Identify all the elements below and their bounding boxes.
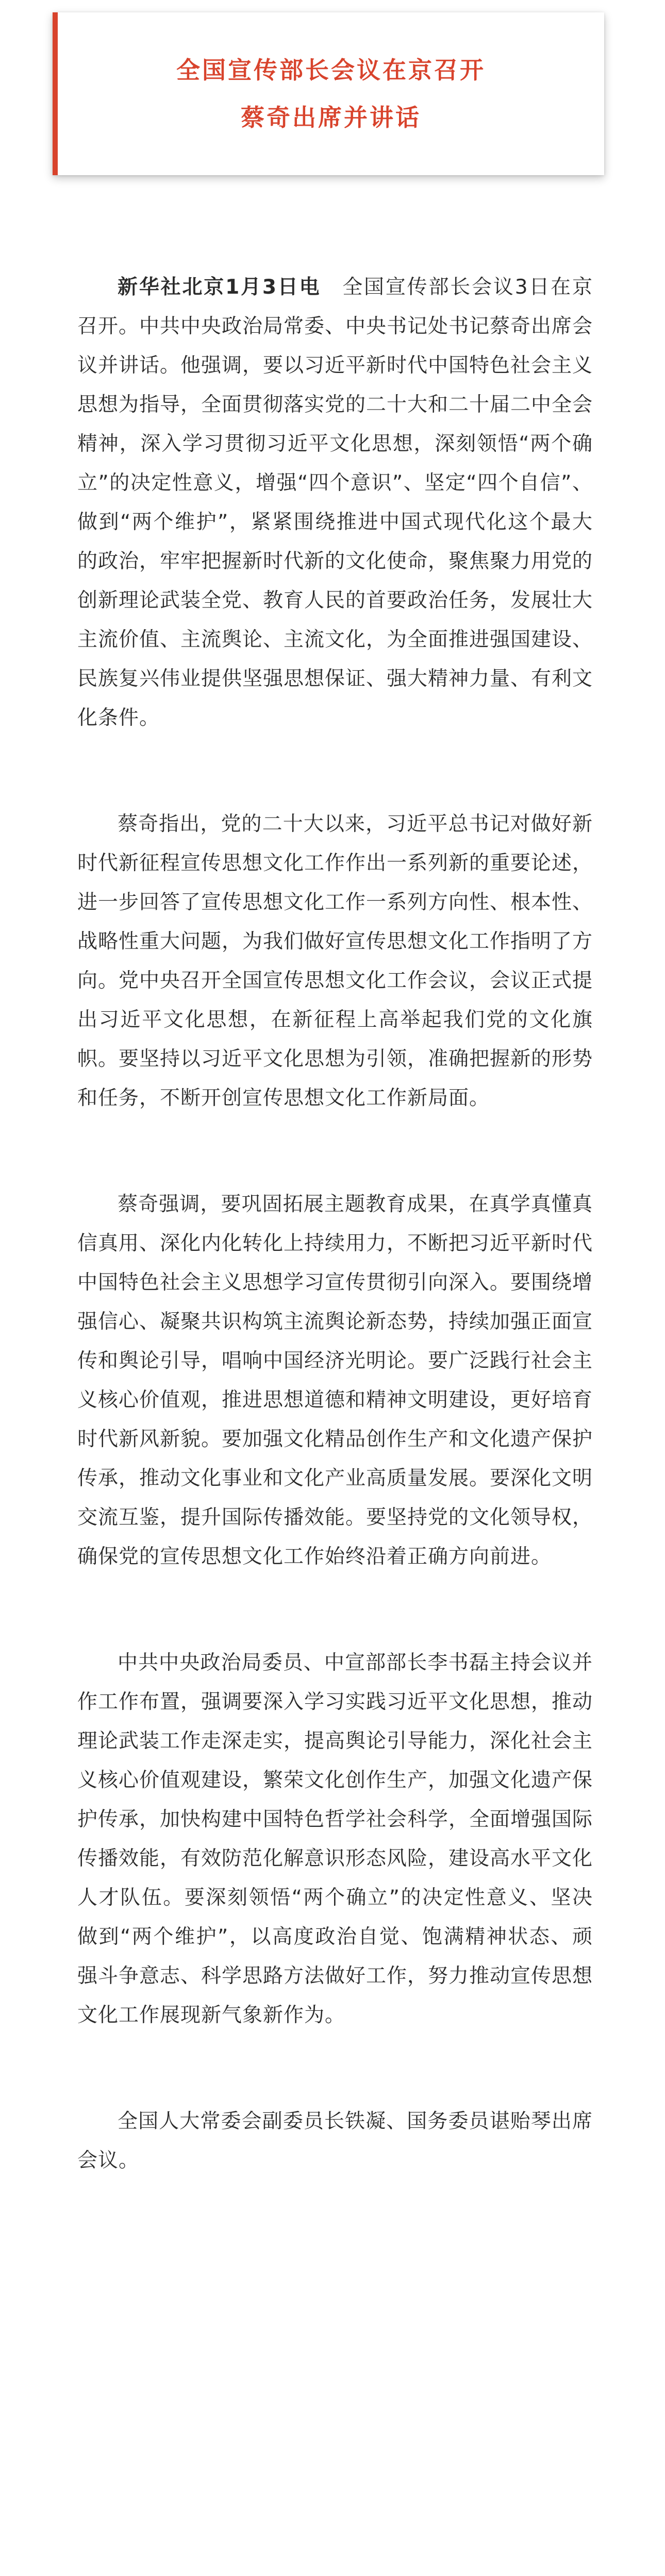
paragraph-3: 蔡奇强调，要巩固拓展主题教育成果，在真学真懂真信真用、深化内化转化上持续用力，不断把习近平新时代中国特色社会主义思想学习宣传贯彻引向深入。要围绕增强信心、凝聚共识构筑主流舆论新态势，持续加强正面宣传和舆论引导，唱响中国经济光明论。要广泛践行社会主义核心价值观，推进思想道德和精神文明建设，更好培育时代新风新貌。要加强文化精品创作生产和文化遗产保护传承，推动文化事业和文化产业高质量发展。要深化文明交流互鉴，提升国际传播效能。要坚持党的文化领导权，确保党的宣传思想文化工作始终沿着正确方向前进。 <box>77 1193 593 1568</box>
headline-line-2: 蔡奇出席并讲话 <box>241 104 421 131</box>
accent-bar <box>53 12 58 175</box>
headline-container <box>58 12 604 175</box>
headline-line-1: 全国宣传部长会议在京召开 <box>176 56 486 84</box>
article-body <box>77 268 593 2247</box>
paragraph-5: 全国人大常委会副委员长铁凝、国务委员谌贻琴出席会议。 <box>77 2110 593 2172</box>
paragraph-1 <box>77 268 593 738</box>
paragraph-4: 中共中央政治局委员、中宣部部长李书磊主持会议并作工作布置，强调要深入学习实践习近平文化思想，推动理论武装工作走深走实，提高舆论引导能力，深化社会主义核心价值观建设，繁荣文化创作生产，加强文化遗产保护传承，加快构建中国特色哲学社会科学，全面增强国际传播效能，有效防范化解意识形态风险，建设高水平文化人才队伍。要深刻领悟“两个确立”的决定性意义、坚决做到“两个维护”，以高度政治自觉、饱满精神状态、顽强斗争意志、科学思路方法做好工作，努力推动宣传思想文化工作展现新气象新作为。 <box>77 1651 593 2027</box>
dateline: 新华社北京1月3日电 <box>118 276 321 299</box>
paragraph-1-text: 全国宣传部长会议3日在京召开。中共中央政治局常委、中央书记处书记蔡奇出席会议并讲话。他强调，要以习近平新时代中国特色社会主义思想为指导，全面贯彻落实党的二十大和二十届二中全会精神，深入学习贯彻习近平文化思想，深刻领悟“两个确立”的决定性意义，增强“四个意识”、坚定“四个自信”、做到“两个维护”，紧紧围绕推进中国式现代化这个最大的政治，牢牢把握新时代新的文化使命，聚焦聚力用党的创新理论武装全党、教育人民的首要政治任务，发展壮大主流价值、主流舆论、主流文化，为全面推进强国建设、民族复兴伟业提供坚强思想保证、强大精神力量、有利文化条件。 <box>77 276 593 730</box>
paragraph-2: 蔡奇指出，党的二十大以来，习近平总书记对做好新时代新征程宣传思想文化工作作出一系列新的重要论述，进一步回答了宣传思想文化工作一系列方向性、根本性、战略性重大问题，为我们做好宣传思想文化工作指明了方向。党中央召开全国宣传思想文化工作会议，会议正式提出习近平文化思想，在新征程上高举起我们党的文化旗帜。要坚持以习近平文化思想为引领，准确把握新的形势和任务，不断开创宣传思想文化工作新局面。 <box>77 812 593 1110</box>
headline-card <box>53 12 604 175</box>
